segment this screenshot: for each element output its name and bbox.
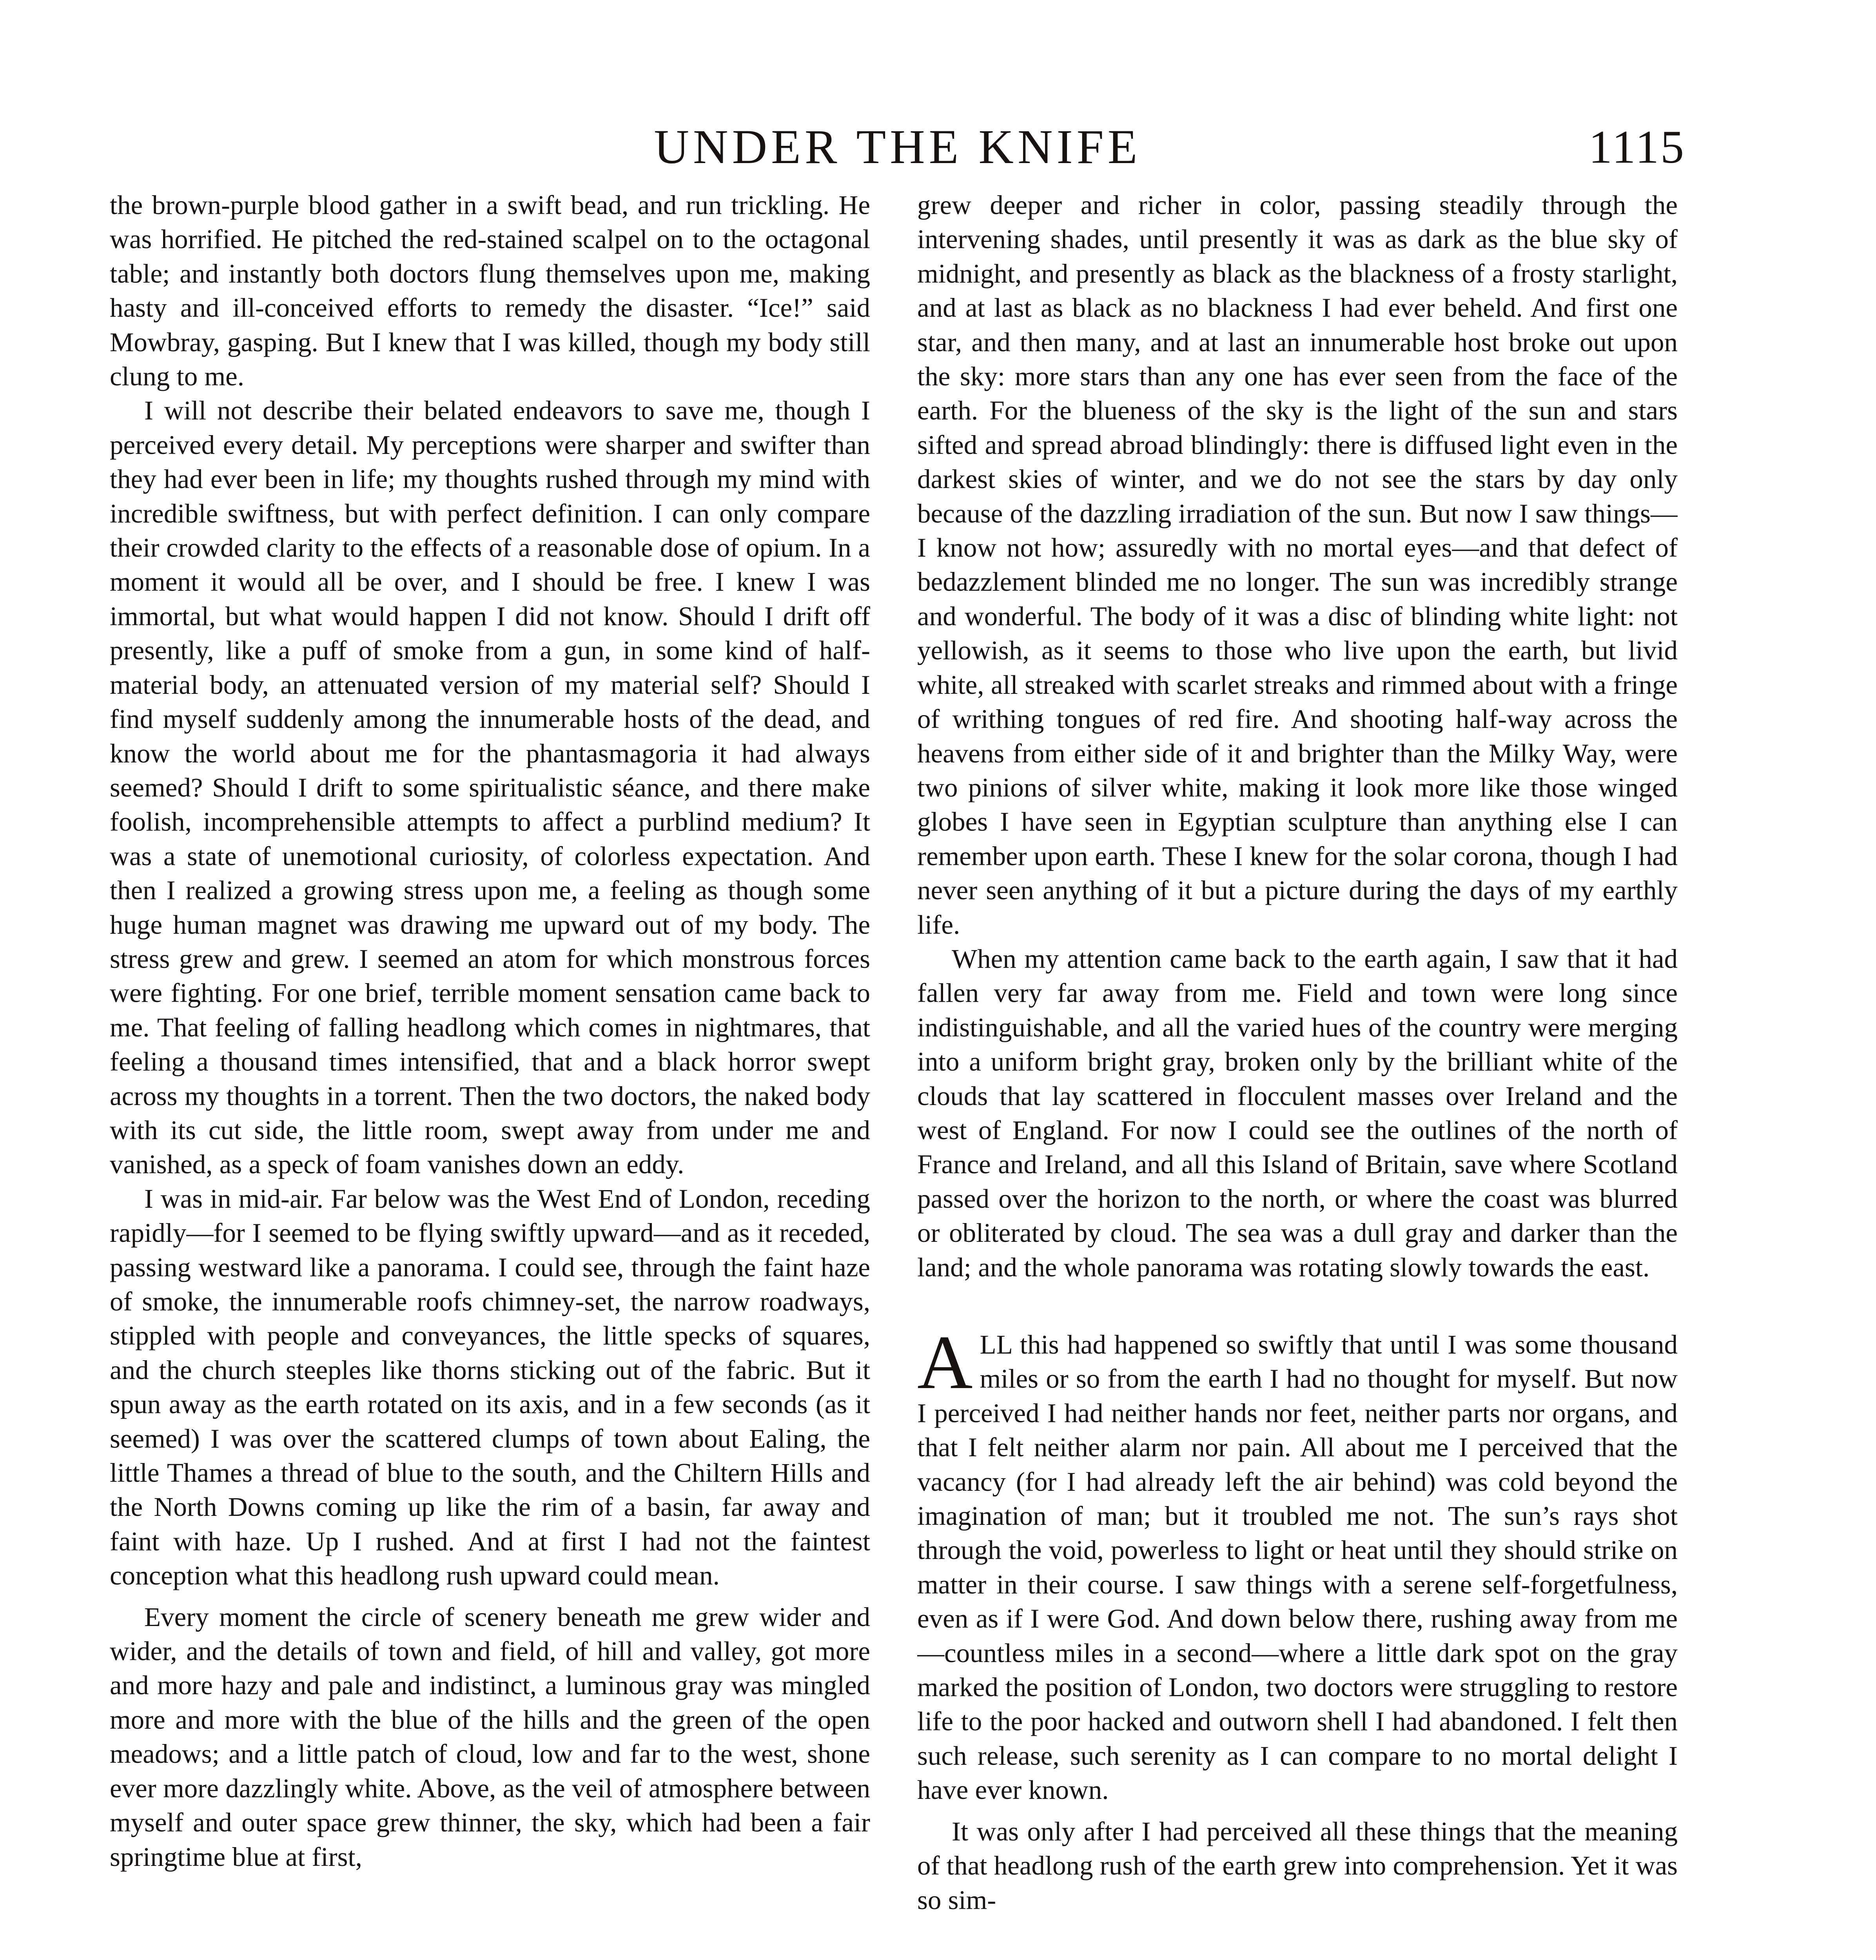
left-column: [110, 188, 870, 1960]
paragraph: Every moment the circle of scenery beneath me grew wider and wider, and the details of town and field, of hill and valley, got more and more hazy and pale and indistinct, a luminous gray was mingled more and more with the blue of the hills and the green of the open meadows; and a little patch of cloud, low and far to the west, shone ever more dazzlingly white. Above, as the veil of atmosphere between myself and outer space grew thinner, the sky, which had been a fair springtime blue at first,: [110, 1602, 870, 1872]
section-opening-text: LL this had happened so swiftly that until I was some thousand miles or so from the earth I had no thought for myself. But now I perceived I had neither hands nor feet, neither parts nor organs, and that I felt neither alarm nor pain. All about me I perceived that the vacancy (for I had already left the air behind) was cold beyond the imagination of man; but it troubled me not. The sun’s rays shot through the void, powerless to light or heat until they should strike on matter in their course. I saw things with a serene self-forgetfulness, even as if I were God. And down below there, rushing away from me—countless miles in a second—where a little dark spot on the gray marked the position of London, two doctors were struggling to restore life to the poor hacked and outworn shell I had abandoned. I felt then such release, such serenity as I can compare to no mortal delight I have ever known.: [917, 1330, 1678, 1805]
paragraph: grew deeper and richer in color, passing steadily through the intervening shades, until presently it was as dark as the blue sky of midnight, and presently as black as the blackness of a frosty starlight, and at last as black as no blackness I had ever beheld. And first one star, and then many, and at last an innumerable host broke out upon the sky: more stars than any one has ever seen from the face of the earth. For the blueness of the sky is the light of the sun and stars sifted and spread abroad blindingly: there is diffused light even in the darkest skies of winter, and we do not see the stars by day only because of the dazzling irradiation of the sun. But now I saw things—I know not how; assuredly with no mortal eyes—and that defect of bedazzlement blinded me no longer. The sun was incredibly strange and wonderful. The body of it was a disc of blinding white light: not yellowish, as it seems to those who live upon the earth, but livid white, all streaked with scarlet streaks and rimmed about with a fringe of writhing tongues of red fire. And shooting half-way across the heavens from either side of it and brighter than the Milky Way, were two pinions of silver white, making it look more like those winged globes I have seen in Egyptian sculpture than anything else I can remember upon earth. These I knew for the solar corona, though I had never seen anything of it but a picture during the days of my earthly life.: [917, 190, 1678, 940]
drop-cap: A: [917, 1320, 973, 1405]
page-number: 1115: [1588, 121, 1685, 173]
paragraph: It was only after I had perceived all these things that the meaning of that headlong rush of the earth grew into comprehension. Yet it was so sim-: [917, 1816, 1678, 1915]
paragraph: I was in mid-air. Far below was the West End of London, receding rapidly—for I seemed to be flying swiftly upward—and as it receded, passing westward like a panorama. I could see, through the faint haze of smoke, the innumerable roofs chimney-set, the narrow roadways, stippled with people and conveyances, the little specks of squares, and the church steeples like thorns sticking out of the fabric. But it spun away as the earth rotated on its axis, and in a few seconds (as it seemed) I was over the scattered clumps of town about Ealing, the little Thames a thread of blue to the south, and the Chiltern Hills and the North Downs coming up like the rim of a basin, far away and faint with haze. Up I rushed. And at first I had not the faintest conception what this headlong rush upward could mean.: [110, 1183, 870, 1591]
paragraph: the brown-purple blood gather in a swift bead, and run trickling. He was horrified. He pitched the red-stained scalpel on to the octagonal table; and instantly both doctors flung themselves upon me, making hasty and ill-conceived efforts to remedy the disaster. “Ice!” said Mowbray, gasping. But I knew that I was killed, though my body still clung to me.: [110, 190, 870, 392]
section-break: [917, 1285, 1678, 1328]
right-column: [917, 188, 1678, 1960]
running-title: UNDER THE KNIFE: [654, 120, 1141, 174]
paragraph: I will not describe their belated endeavors to save me, though I perceived every detail. My perceptions were sharper and swifter than they had ever been in life; my thoughts rushed through my mind with incredible swiftness, but with perfect definition. I can only compare their crowded clarity to the effects of a reasonable dose of opium. In a moment it would all be over, and I should be free. I knew I was immortal, but what would happen I did not know. Should I drift off presently, like a puff of smoke from a gun, in some kind of half-material body, an attenuated version of my material self? Should I find myself suddenly among the innumerable hosts of the dead, and know the world about me for the phantasmagoria it had always seemed? Should I drift to some spiritualistic séance, and there make foolish, incomprehensible attempts to affect a purblind medium? It was a state of unemotional curiosity, of colorless expectation. And then I realized a growing stress upon me, a feeling as though some huge human magnet was drawing me upward out of my body. The stress grew and grew. I seemed an atom for which monstrous forces were fighting. For one brief, terrible moment sensation came back to me. That feeling of falling headlong which comes in nightmares, that feeling a thousand times intensified, that and a black horror swept across my thoughts in a torrent. Then the two doctors, the naked body with its cut side, the little room, swept away from under me and vanished, as a speck of foam vanishes down an eddy.: [110, 396, 870, 1180]
paragraph: When my attention came back to the earth again, I saw that it had fallen very far away from me. Field and town were long since indistinguishable, and all the varied hues of the country were merging into a uniform bright gray, broken only by the brilliant white of the clouds that lay scattered in flocculent masses over Ireland and the west of England. For now I could see the outlines of the north of France and Ireland, and all this Island of Britain, save where Scotland passed over the horizon to the north, or where the coast was blurred or obliterated by cloud. The sea was a dull gray and darker than the land; and the whole panorama was rotating slowly towards the east.: [917, 944, 1678, 1282]
section-opening-paragraph: [917, 1320, 1678, 1808]
page-header: [110, 118, 1685, 176]
